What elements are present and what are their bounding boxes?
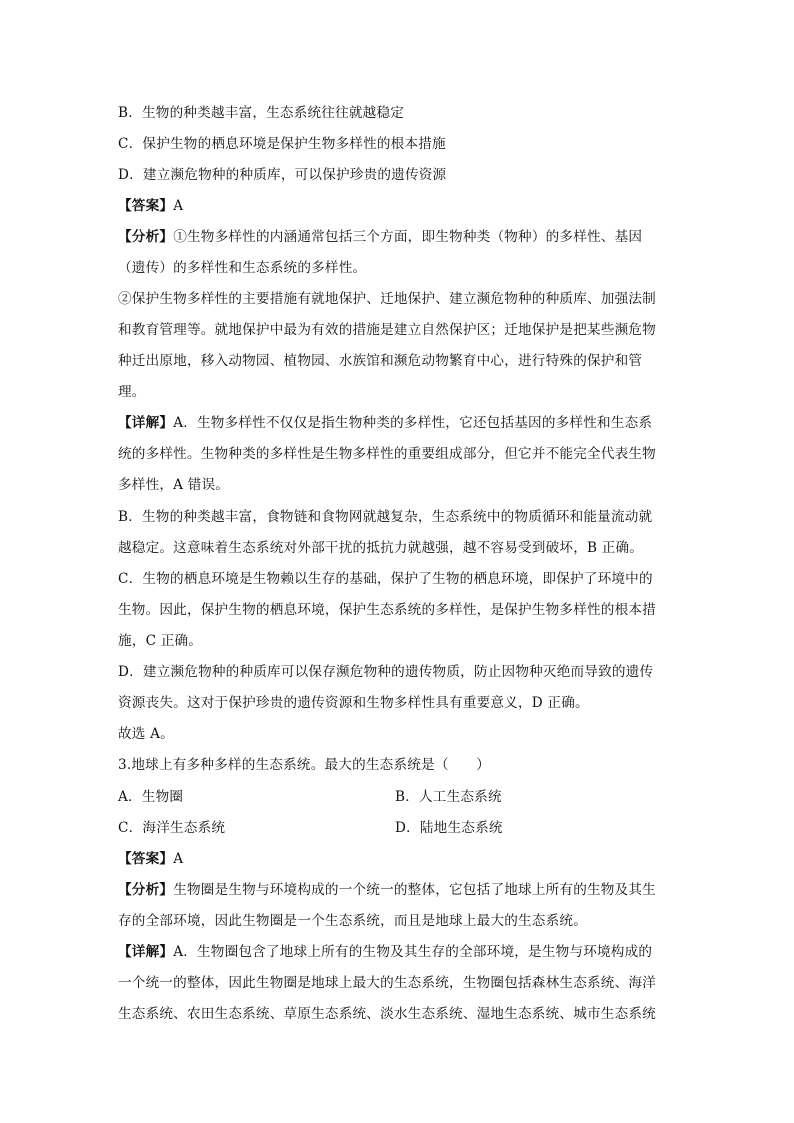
q3-detail-line: 【详解】A．生物圈包含了地球上所有的生物及其生存的全部环境，是生物与环境构成的 [118,944,653,960]
q2-detail-line: 生物。因此，保护生物的栖息环境，保护生态系统的多样性，是保护生物多样性的根本措 [118,602,656,618]
q2-detail-line: 多样性，A 错误。 [118,477,230,493]
q3-option-c: C．海洋生态系统 [118,820,226,836]
answer-value: A [173,851,184,867]
answer-tag: 【答案】 [118,198,174,214]
q2-detail-line: 资源丧失。这对于保护珍贵的遗传资源和生物多样性具有重要意义，D 正确。 [118,695,589,711]
q2-analysis-line: ②保护生物多样性的主要措施有就地保护、迁地保护、建立濒危物种的种质库、加强法制 [118,291,656,307]
q2-analysis-line: 和教育管理等。就地保护中最为有效的措施是建立自然保护区；迁地保护是把某些濒危物 [118,322,656,338]
q2-detail-line: 施，C 正确。 [118,633,203,649]
q3-analysis-line: 【分析】生物圈是生物与环境构成的一个统一的整体，它包括了地球上所有的生物及其生 [118,882,656,898]
q2-detail-line: 统的多样性。生物种类的多样性是生物多样性的重要组成部分，但它并不能完全代表生物 [118,446,656,462]
q2-option-b: B．生物的种类越丰富，生态系统往往就越稳定 [118,105,405,121]
q2-option-d: D．建立濒危物种的种质库，可以保护珍贵的遗传资源 [118,167,447,183]
analysis-tag: 【分析】 [118,229,174,245]
q2-conclusion: 故选 A。 [118,726,174,742]
q3-option-a: A．生物圈 [118,789,184,805]
q2-analysis-line: 理。 [118,384,146,400]
q3-detail-line: 生态系统、农田生态系统、草原生态系统、淡水生态系统、湿地生态系统、城市生态系统 [118,1006,656,1022]
q2-option-c: C．保护生物的栖息环境是保护生物多样性的根本措施 [118,136,446,152]
q3-option-d: D．陆地生态系统 [395,820,503,836]
analysis-tag: 【分析】 [118,882,174,898]
q2-analysis-line: 【分析】①生物多样性的内涵通常包括三个方面，即生物种类（物种）的多样性、基因 [118,229,643,245]
q3-stem: 3.地球上有多种多样的生态系统。最大的生态系统是（ ） [118,757,491,773]
answer-value: A [173,198,184,214]
q3-answer [118,849,678,869]
q3-analysis-line: 存的全部环境，因此生物圈是一个生态系统，而且是地球上最大的生态系统。 [118,913,587,929]
q2-detail-line: D．建立濒危物种的种质库可以保存濒危物种的遗传物质，防止因物种灭绝而导致的遗传 [118,664,654,680]
q2-answer [118,196,678,216]
detail-tag: 【详解】 [118,944,174,960]
q2-detail-line: 越稳定。这意味着生态系统对外部干扰的抵抗力就越强，越不容易受到破坏，B 正确。 [118,540,644,556]
q3-option-b: B．人工生态系统 [395,789,502,805]
q2-detail-line: C．生物的栖息环境是生物赖以生存的基础，保护了生物的栖息环境，即保护了环境中的 [118,571,653,587]
q2-analysis-line: 种迁出原地，移入动物园、植物园、水族馆和濒危动物繁育中心，进行特殊的保护和管 [118,353,643,369]
q2-detail-line: B．生物的种类越丰富，食物链和食物网就越复杂，生态系统中的物质循环和能量流动就 [118,509,653,525]
answer-tag: 【答案】 [118,851,174,867]
q2-detail-line: 【详解】A．生物多样性不仅仅是指生物种类的多样性，它还包括基因的多样性和生态系 [118,415,653,431]
q2-analysis-line: （遗传）的多样性和生态系统的多样性。 [118,260,367,276]
q3-detail-line: 一个统一的整体，因此生物圈是地球上最大的生态系统，生物圈包括森林生态系统、海洋 [118,975,656,991]
detail-tag: 【详解】 [118,415,174,431]
